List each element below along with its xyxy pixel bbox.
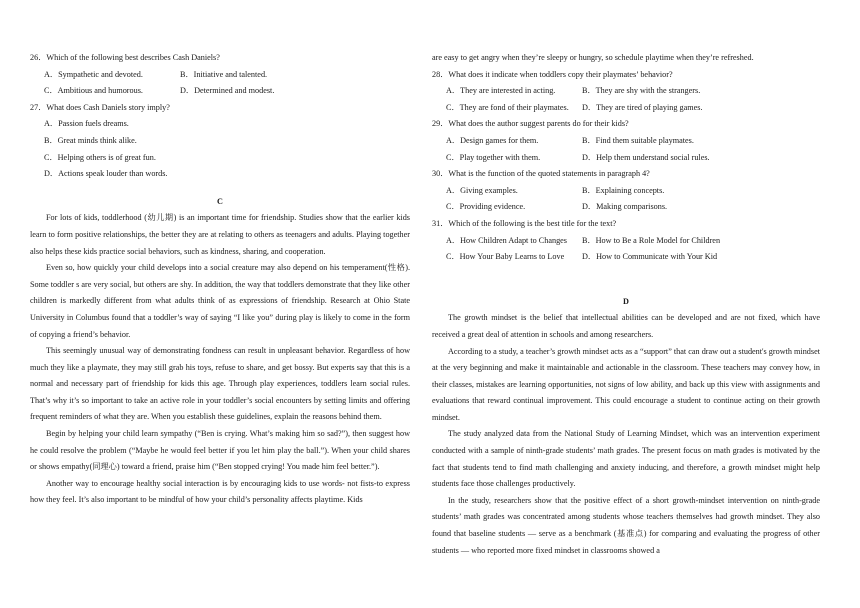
option-28-d: D．They are tired of playing games.	[582, 102, 703, 112]
option-26-b: B．Initiative and talented.	[180, 69, 268, 79]
option-28-b: B．They are shy with the strangers.	[582, 86, 701, 96]
option-26-d: D．Determined and modest.	[180, 86, 275, 96]
option-30-b: B．Explaining concepts.	[582, 185, 665, 195]
question-26-stem: 26．Which of the following best describes Cash Daniels?	[30, 53, 220, 62]
option-30-d: D．Making comparisons.	[582, 202, 668, 212]
passage-d-paragraph-2: According to a study, a teacher’s growth mindset acts as a “support” that can draw out a student's growth mindset at the very beginning and make it maintainable and actionable in the classroom. These teachers may convey how, in their classes, mistakes are learning opportunities, not signs of low ability, and back up this view with assignments and evaluations that reward continual improvement. This could encourage a student to continue acting on their growth mindset.	[432, 346, 820, 422]
question-31-stem: 31．Which of the following is the best title for the text?	[432, 218, 617, 228]
question-30-stem: 30．What is the function of the quoted statements in paragraph 4?	[432, 169, 650, 179]
question-29-options-ab	[432, 133, 820, 150]
question-29-stem: 29．What does the author suggest parents do for their kids?	[432, 119, 629, 129]
passage-c-paragraph-1: For lots of kids, toddlerhood (幼儿期) is an important time for friendship. Studies show that the earlier kids learn to form positive relationships, the better they are at relating to others as teenagers and adults. Playing together also helps these kids practice social behaviors, such as kindness, sharing, and cooperation.	[30, 213, 410, 256]
passage-c-paragraph-4: Begin by helping your child learn sympathy (“Ben is crying. What’s making him so sad?”), then suggest how he could resolve the problem (“Maybe he would feel better if you let him play the ball.”). When your child shares or shows empathy(同理心) toward a friend, praise him (“Ben stopped crying! You made him feel better.”).	[30, 429, 410, 472]
right-column	[432, 50, 820, 559]
spacer	[432, 266, 820, 283]
passage-d-paragraph-1: The growth mindset is the belief that intellectual abilities can be developed and are not fixed, which have received a great deal of attention in schools and among researchers.	[432, 313, 820, 339]
option-30-a: A．Giving examples.	[446, 185, 518, 195]
option-31-c: C．How Your Baby Learns to Love	[446, 252, 565, 262]
option-31-b: B．How to Be a Role Model for Children	[582, 235, 721, 245]
question-28-options-cd	[432, 100, 820, 117]
option-31-a: A．How Children Adapt to Changes	[446, 235, 567, 245]
option-27-a: A．Passion fuels dreams.	[44, 119, 129, 129]
option-27-c: C．Helping others is of great fun.	[44, 152, 156, 162]
passage-c-paragraph-5: Another way to encourage healthy social interaction is by encouraging kids to use words- not fists-to express how they feel. It’s also important to be mindful of how your child’s personality affects playtime. Kids	[30, 478, 410, 505]
question-26-options-ab	[30, 67, 410, 84]
option-26-c: C．Ambitious and humorous.	[44, 86, 143, 96]
left-column	[30, 50, 410, 509]
question-28-options-ab	[432, 83, 820, 100]
passage-d-paragraph-4: In the study, researchers show that the positive effect of a short growth-mindset intervention on ninth-grade students’ math grades was concentrated among students whose teachers themselves had growth mindset. They also found that baseline students — serve as a benchmark (基准点) for comparing and evaluating the progress of other students — who reported more fixed mindset in classrooms showed a	[432, 495, 820, 555]
section-d-heading: D	[623, 296, 629, 306]
option-30-c: C．Providing evidence.	[446, 202, 526, 212]
passage-c-paragraph-3: This seemingly unusual way of demonstrating fondness can result in unpleasant behavior. Regardless of how much they like a playmate, they may still grab his toys, refuse to share, and get bossy. But experts say that this is a normal and necessary part of friendship for kids this age. Through play experiences, toddlers learn social rules. That’s why it’s so important to take an active role in your toddler’s social encounters by setting limits and offering frequent reminders of what they are. When you establish these guidelines, explain the reasons behind them.	[30, 346, 410, 422]
passage-c-continuation: are easy to get angry when they’re sleepy or hungry, so schedule playtime when they’re refreshed.	[432, 53, 754, 62]
section-c-heading: C	[217, 196, 223, 206]
question-29-options-cd	[432, 150, 820, 167]
question-30-options-ab	[432, 183, 820, 200]
option-29-a: A．Design games for them.	[446, 135, 539, 145]
question-31-options-cd	[432, 249, 820, 266]
passage-c-paragraph-2: Even so, how quickly your child develops into a social creature may also depend on his temperament(性格). Some toddler s are very social, but others are shy. In addition, the way that toddlers demonstrate that they like other children is markedly different from what adults think of as expressions of friendship. Research at Ohio State University in Columbus found that a toddler’s way of saying “I like you” during play is likely to come in the form of copying a friend’s behavior.	[30, 263, 410, 339]
question-26-options-cd	[30, 83, 410, 100]
option-29-b: B．Find them suitable playmates.	[582, 135, 694, 145]
option-29-c: C．Play together with them.	[446, 152, 541, 162]
passage-d-paragraph-3: The study analyzed data from the National Study of Learning Mindset, which was an intervention experiment conducted with a sample of ninth-grade students’ math grades. The present focus on math grades is motivated by the fact that students tend to find math challenging and anxiety inducing, and therefore, a growth mindset might help students face those challenges productively.	[432, 429, 820, 489]
option-28-c: C．They are fond of their playmates.	[446, 102, 569, 112]
question-31-options-ab	[432, 233, 820, 250]
question-30-options-cd	[432, 199, 820, 216]
option-31-d: D．How to Communicate with Your Kid	[582, 252, 718, 262]
question-28-stem: 28．What does it indicate when toddlers copy their playmates’ behavior?	[432, 69, 673, 79]
option-27-b: B．Great minds think alike.	[44, 135, 137, 145]
option-27-d: D．Actions speak louder than words.	[44, 169, 168, 179]
option-28-a: A．They are interested in acting.	[446, 86, 556, 96]
question-27-stem: 27．What does Cash Daniels story imply?	[30, 102, 170, 112]
option-29-d: D．Help them understand social rules.	[582, 152, 710, 162]
option-26-a: A．Sympathetic and devoted.	[44, 69, 143, 79]
